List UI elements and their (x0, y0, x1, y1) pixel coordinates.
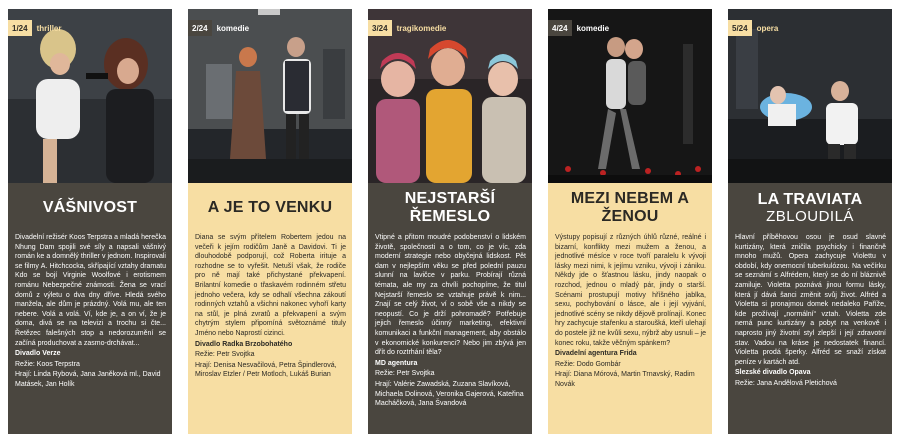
show-description (728, 233, 892, 389)
title-main: NEJSTARŠÍ ŘEMESLO (404, 190, 496, 225)
show-title (728, 183, 892, 233)
show-badge (188, 20, 249, 36)
show-card-4[interactable] (548, 9, 712, 434)
show-title (188, 183, 352, 233)
genre-label: thriller (36, 23, 62, 33)
show-card-1[interactable] (8, 9, 172, 434)
director-credit: Režie: Dodo Gombár (555, 360, 621, 368)
show-description (368, 233, 532, 409)
company-name: Divadelní agentura Frida (555, 350, 637, 358)
synopsis: Diana se svým přítelem Robertem jedou na večeři k jejím rodičům Janě a Davidovi. Ti je dlouhodobě podporují, což Roberta irituje a rozhodne se to vyřešit. Netuší však, že rodiče pro ně mají také přichystané překvapení. Brilantní komedie o třaskavém rodinném střetu jednoho večera, kdy se odhalí všechna zákoutí rodinných vztahů a všichni nakonec vyhoří karty na stůl, je plná zvratů a překvapení a svým chytrým stylem připomíná světoznámé tituly Jméno nebo Naprostí cizinci. (195, 234, 346, 337)
show-badge (728, 20, 778, 36)
program-cards (8, 9, 892, 434)
cast-credit: Hrají: Denisa Nesvačilová, Petra Špindlerová, Miroslav Etzler / Petr Motloch, Lukáš Burian (195, 361, 337, 379)
title-sub: ZBLOUDILÁ (766, 208, 854, 225)
show-badge (8, 20, 61, 36)
company-name: Divadlo Verze (15, 350, 61, 358)
show-photo (728, 9, 892, 183)
company-name: Divadlo Radka Brzobohatého (195, 340, 293, 348)
synopsis: Výstupy popisují z různých úhlů různé, reálné i bizarní, konflikty mezi mužem a ženou, a jednotlivé mésíce v roce tvoří paralelu k vývoji lásky mezi nimi, k jejímu vzniku, vývoji i zániku. Někdy jde o šťastnou lásku, jindy naopak o rozchod, jednou o mladý pár, jindy o starší. Scénami prostupují motivy hříšného jablka, sexu, pochybování o lásce, ale i její vyjvání, jednotlivé scény se nikdy dějově prolínají. Konec hry zachycuje stařenku a staroušká, kteří ulehají do postele již ne kvůli sexu, nýbrž aby usnuli – je konec roku, takže věčným spánkem? (555, 234, 706, 347)
show-description (188, 233, 352, 380)
show-card-2[interactable] (188, 9, 352, 434)
show-photo (368, 9, 532, 183)
genre-label: komedie (216, 23, 250, 33)
company-name: Slezské divadlo Opava (735, 369, 811, 377)
cast-credit: Hrají: Linda Rybová, Jana Janěková ml., David Matásek, Jan Holík (15, 371, 161, 388)
show-title (368, 183, 532, 233)
director-credit: Režie: Jana Andělová Pletichová (735, 379, 837, 387)
title-main: MEZI NEBEM A ŽENOU (570, 190, 690, 225)
show-badge (368, 20, 446, 36)
show-photo (8, 9, 172, 183)
title-main: A JE TO VENKU (207, 199, 333, 216)
genre-label: opera (756, 23, 779, 33)
show-photo (188, 9, 352, 183)
show-badge (548, 20, 609, 36)
director-credit: Režie: Koos Terpstra (15, 360, 80, 368)
badge-number: 1/24 (8, 20, 32, 36)
show-title (548, 183, 712, 233)
title-main: LA TRAVIATA (757, 191, 863, 208)
show-description (548, 233, 712, 390)
badge-number: 3/24 (368, 20, 392, 36)
badge-number: 5/24 (728, 20, 752, 36)
cast-credit: Hrají: Valérie Zawadská, Zuzana Slavíková, Michaela Dolinová, Veronika Gajerová, Kateřina Macháčková, Jana Švandová (375, 380, 524, 408)
title-main: VÁŠNIVOST (42, 199, 138, 216)
director-credit: Režie: Petr Svojtka (195, 351, 255, 359)
genre-label: komedie (576, 23, 610, 33)
cast-credit: Hrají: Diana Mórová, Martin Trnavský, Radim Novák (555, 371, 695, 388)
badge-number: 2/24 (188, 20, 212, 36)
show-card-5[interactable] (728, 9, 892, 434)
show-card-3[interactable] (368, 9, 532, 434)
synopsis: Hlavní příběhovou osou je osud slavné kurtizány, která zničila psychicky i finančně mnoho mužů. Opera zachycuje Violettu v období, kdy onemocní tuberkulózou. Na večírku se seznámí s Alfrédem, který se do ní bláznivě zamiluje. Violetta poznává jinou formu lásky, která jí dává šanci změnit svůj život. Alfréd a Violetta si pronajmou domek nedaleko Paříže, kde prožívají „normální“ vztah. Violetta zde nemá punc kurtizány a pobyt na venkově i naprosto jiný životní styl zlepší i její zdravotní stav. Vadou na kráse je nedostatek financí. Violetta prodá šperky. Alfréd se snaží získat peníze v kartách atd. (735, 234, 886, 366)
show-photo (548, 9, 712, 183)
badge-number: 4/24 (548, 20, 572, 36)
company-name: MD agentura (375, 359, 418, 367)
director-credit: Režie: Petr Svojtka (375, 370, 435, 378)
show-description (8, 233, 172, 390)
synopsis: Divadelní režisér Koos Terpstra a mladá herečka Nhung Dam spojili své síly a napsali vášnivý román ke a domnělý thriller v jednom. Inspirovali se filmy A. Hitchcocka, skřípající vztahy dramatu Kdo se bojí Virginie Woolfové i erotismem románu Nebezpečné známosti. Žena se vrací domů z výletu o dva dny dříve. Hledá svého manžela, ale dům je prázdný. Volá mu, ale ten nebere. Volá a volá. Ví, kde je, a on ví, že je doma, divá se na televizi a trochu si čte... Řetězec falešných stop a nedorozumění se začíná produchovat a zasmo-drchávat... (15, 234, 166, 347)
synopsis: Vtipné a přitom moudré podobenství o lidském životě, společnosti a o tom, co je víc, zda moderní strategie nebo obyčejná lidskost. Pět dam v nejlepším věku se před polední pauzu slunní na lavičce v parku. Probírají různá témata, ale my za chvíli pochopíme, že titul Nejstarší řemeslo se vztahuje právě k nim... Znají se celý život, ví o sobě vše a nikdy se neopustí. Co je drží pohromadě? Potřebuje jejich řemeslo účinný marketing, efektivní komunikaci a funkční management, aby obstálo v ekonomické konkurenci? Nebo jim zbývá jen dřít do roztrhání těla? (375, 234, 526, 357)
show-title (8, 183, 172, 233)
genre-label: tragikomedie (396, 23, 447, 33)
